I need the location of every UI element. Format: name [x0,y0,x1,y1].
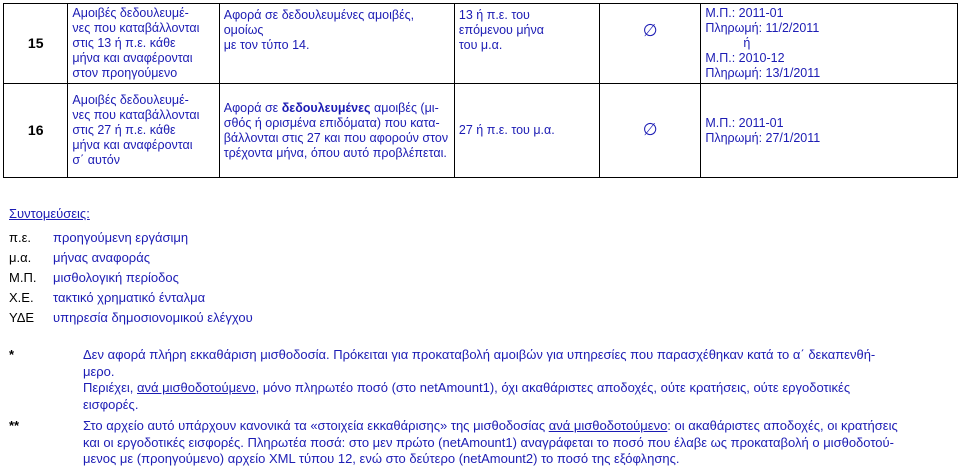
list-item: μ.α. μήνας αναφοράς [9,250,150,265]
row-empty-set [600,84,701,178]
footnotes [9,347,954,473]
payroll-types-table [3,3,958,178]
row-example: Μ.Π.: 2011-01 Πληρωμή: 11/2/2011 ή Μ.Π.: 2010-12 Πληρωμή: 13/1/2011 [701,4,958,84]
footnote-2: ** Στο αρχείο αυτό υπάρχουν κανονικά τα «στοιχεία εκκαθάρισης» της μισθοδοσίας ανά μισθοδοτούμενο: οι ακαθάριστες αποδοχές, οι κρατήσεις και οι εργοδοτικές εισφορές. Πληρωτέα ποσά: στο μεν πρώτο (netAmount1) αναγράφεται το ποσό που έλαβε ως προκαταβολή ο μισθοδοτού- μενος με (προηγούμενο) αρχείο XML τύπου 12, ενώ στο δεύτερο (netAmount2) το ποσό της εξόφλησης. [9,418,898,466]
row-empty-set [600,4,701,84]
empty-set-icon: ∅ [642,21,658,40]
row-description: Αμοιβές δεδουλευμέ- νες που καταβάλλονται στις 27 ή π.ε. κάθε μήνα και αναφέρονται σ΄ αυτόν [68,84,219,178]
table-row [4,84,958,178]
row-concern: Αφορά σε δεδουλευμένες αμοιβές (μι- σθός ή ορισμένα επιδόματα) που κατα- βάλλονται στις 27 και που αφορούν στον τρέχοντα μήνα, όπου αυτό προβλέπεται. [219,84,454,178]
row-example: Μ.Π.: 2011-01 Πληρωμή: 27/1/2011 [701,84,958,178]
list-item: Μ.Π. μισθολογική περίοδος [9,270,179,285]
list-item: Χ.Ε. τακτικό χρηματικό ένταλμα [9,290,206,305]
empty-set-icon: ∅ [642,120,658,139]
row-description: Αμοιβές δεδουλευμέ- νες που καταβάλλονται στις 13 ή π.ε. κάθε μήνα και αναφέρονται στον προηγούμενο [68,4,219,84]
row-number: 15 [4,4,68,84]
row-payment-date: 13 ή π.ε. του επόμενου μήνα του μ.α. [454,4,599,84]
row-payment-date: 27 ή π.ε. του μ.α. [454,84,599,178]
list-item: ΥΔΕ υπηρεσία δημοσιονομικού ελέγχου [9,310,253,325]
abbreviations-title: Συντομεύσεις: [9,206,90,221]
footnote-1: * Δεν αφορά πλήρη εκκαθάριση μισθοδοσία. Πρόκειται για προκαταβολή αμοιβών για υπηρεσίες που παρασχέθηκαν κατά το α΄ δεκαπενθή- μερο. Περιέχει, ανά μισθοδοτούμενο, μόνο πληρωτέο ποσό (στο netAmount1), όχι ακαθάριστες αποδοχές, ούτε κρατήσεις, ούτε εργοδοτικές εισφορές. [9,347,876,412]
row-number: 16 [4,84,68,178]
abbreviations-list [9,228,253,328]
row-concern: Αφορά σε δεδουλευμένες αμοιβές, ομοίως με τον τύπο 14. [219,4,454,84]
table-row [4,4,958,84]
list-item: π.ε. προηγούμενη εργάσιμη [9,230,189,245]
